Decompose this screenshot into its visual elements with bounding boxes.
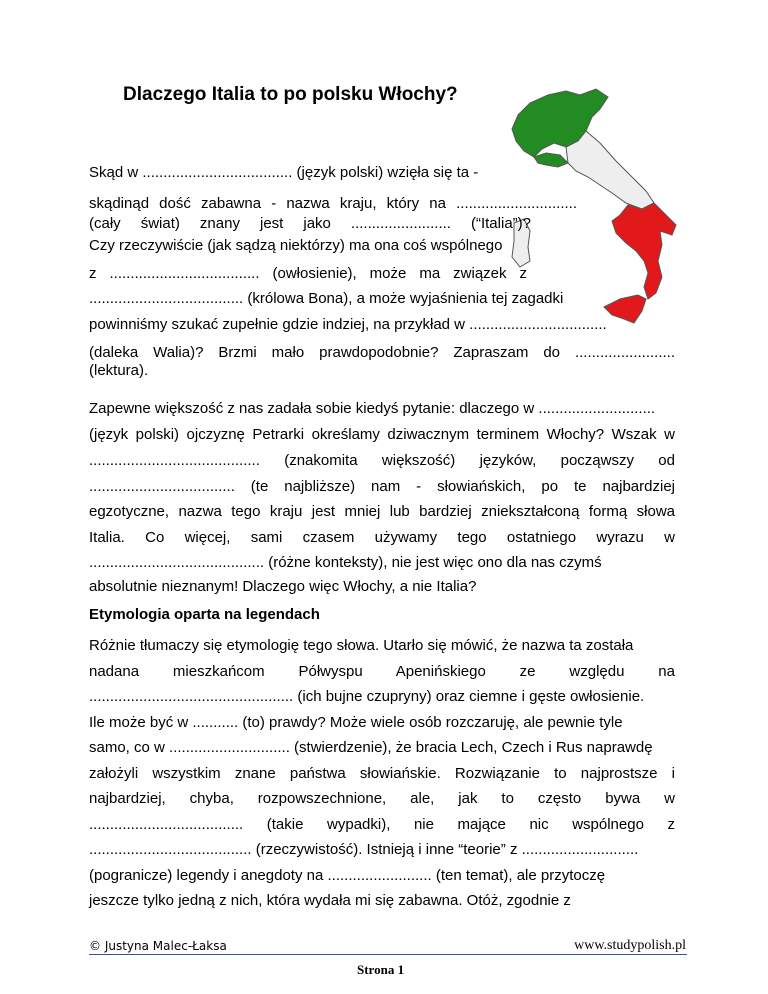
text-line: egzotyczne, nazwa tego kraju jest mniej lub bardziej zniekształconą formą słowa — [89, 503, 675, 520]
footer-divider — [89, 954, 687, 955]
footer-author: © Justyna Malec-Łaksa — [89, 939, 227, 953]
text-line: ..................................... (takie wypadki), nie mające nic wspólnego z — [89, 816, 675, 833]
text-line: powinniśmy szukać zupełnie gdzie indziej, na przykład w ................................. — [89, 316, 607, 333]
map-south-region — [612, 203, 676, 299]
text-line: Różnie tłumaczy się etymologię tego słowa. Utarło się mówić, że nazwa ta została — [89, 637, 634, 654]
page-title: Dlaczego Italia to po polsku Włochy? — [123, 84, 458, 105]
text-line: (daleka Walia)? Brzmi mało prawdopodobnie? Zapraszam do ........................ — [89, 344, 675, 361]
footer-page-number: Strona 1 — [357, 962, 405, 977]
map-sicily — [604, 295, 646, 323]
text-line: Skąd w .................................... (język polski) wzięła się ta - — [89, 164, 479, 181]
text-line: Zapewne większość z nas zadała sobie kiedyś pytanie: dlaczego w ............................ — [89, 400, 656, 417]
text-line: najbardziej, chyba, rozpowszechnione, ale, jak to często bywa w — [89, 790, 675, 807]
text-line: Italia. Co więcej, sami czasem używamy tego ostatniego wyrazu w — [89, 529, 675, 546]
text-line: ..................................... (królowa Bona), a może wyjaśnienia tej zagadki — [89, 290, 564, 307]
text-line: Ile może być w ........... (to) prawdy? Może wiele osób rozczaruję, ale pewnie tyle — [89, 714, 623, 731]
text-line: (lektura). — [89, 362, 149, 379]
text-line: założyli wszystkim znane państwa słowiańskie. Rozwiązanie to najprostsze i — [89, 765, 675, 782]
text-line: Czy rzeczywiście (jak sądzą niektórzy) ma ona coś wspólnego — [89, 237, 503, 254]
text-line: samo, co w ............................. (stwierdzenie), że bracia Lech, Czech i Rus naprawdę — [89, 739, 653, 756]
text-line: (cały świat) znany jest jako ........................ (“Italia”)? — [89, 215, 531, 232]
text-line: (język polski) ojczyznę Petrarki określamy dziwacznym terminem Włochy? Wszak w — [89, 426, 675, 443]
text-line: skądinąd dość zabawna - nazwa kraju, który na ............................. — [89, 195, 577, 212]
map-liguria-region — [534, 153, 568, 167]
text-line: .......................................... (różne konteksty), nie jest więc ono dla nas czymś — [89, 554, 602, 571]
footer-site: www.studypolish.pl — [574, 938, 686, 953]
text-line: ................................................. (ich bujne czupryny) oraz ciemne i gęste owłosienie. — [89, 688, 645, 705]
map-central-region — [566, 131, 654, 209]
section-heading: Etymologia oparta na legendach — [89, 606, 320, 623]
text-line: ......................................... (znakomita większość) języków, począwszy od — [89, 452, 675, 469]
text-line: ....................................... (rzeczywistość). Istnieją i inne “teorie” z ............................ — [89, 841, 639, 858]
text-line: nadana mieszkańcom Półwyspu Apenińskiego ze względu na — [89, 663, 675, 680]
text-line: (pogranicze) legendy i anegdoty na ......................... (ten temat), ale przytoczę — [89, 867, 606, 884]
text-line: z .................................... (owłosienie), może ma związek z — [89, 265, 527, 282]
text-line: ................................... (te najbliższe) nam - słowiańskich, po te najbardziej — [89, 478, 675, 495]
text-line: jeszcze tylko jedną z nich, która wydała mi się zabawna. Otóż, zgodnie z — [89, 892, 571, 909]
text-line: absolutnie nieznanym! Dlaczego więc Włochy, a nie Italia? — [89, 578, 477, 595]
